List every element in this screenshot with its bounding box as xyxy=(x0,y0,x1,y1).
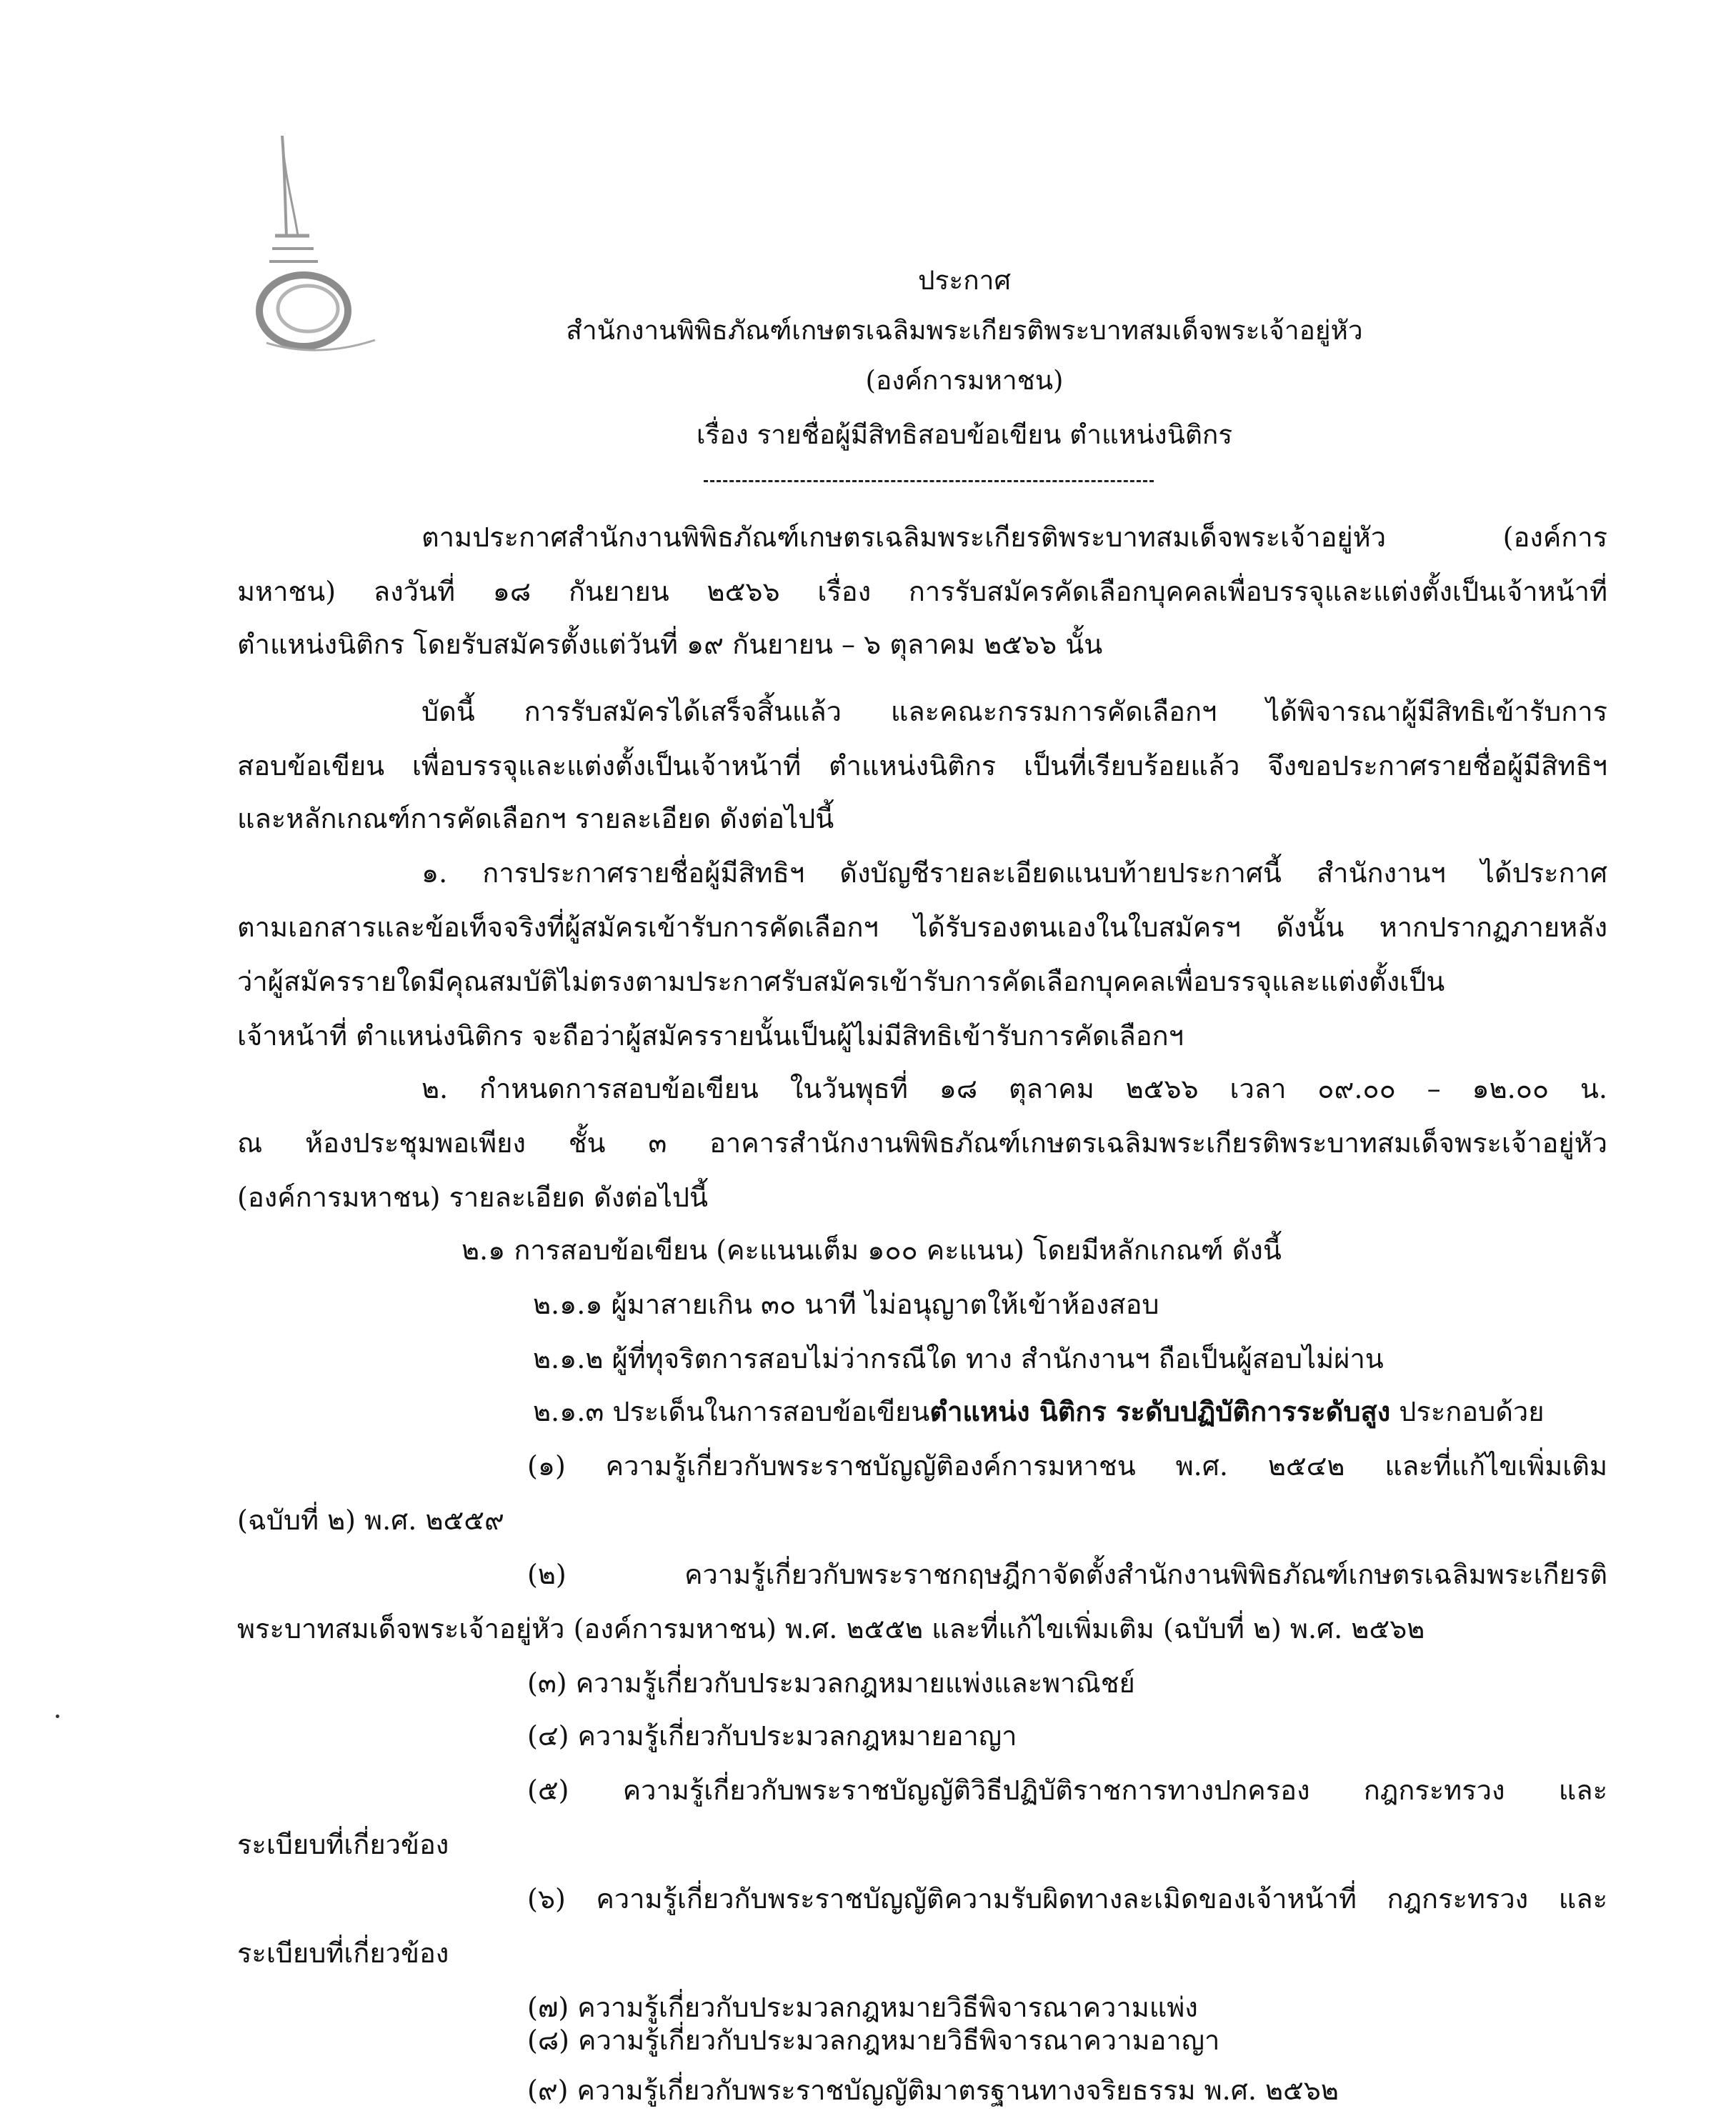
section-2-1-2: ๒.๑.๒ ผู้ที่ทุจริตการสอบไม่ว่ากรณีใด ทาง สำนักงานฯ ถือเป็นผู้สอบไม่ผ่าน xyxy=(533,1343,1384,1374)
section-2-1-1: ๒.๑.๑ ผู้มาสายเกิน ๓๐ นาที ไม่อนุญาตให้เข้าห้องสอบ xyxy=(533,1289,1159,1320)
paragraph-4-line-3: (องค์การมหาชน) รายละเอียด ดังต่อไปนี้ xyxy=(237,1182,708,1213)
topic-5-line-2: ระเบียบที่เกี่ยวข้อง xyxy=(237,1829,449,1860)
paragraph-1-line-2: มหาชน) ลงวันที่ ๑๘ กันยายน ๒๕๖๖ เรื่อง การรับสมัครคัดเลือกบุคคลเพื่อบรรจุและแต่งตั้งเป็นเจ้าหน้าที่ xyxy=(237,576,1607,607)
topic-6-line-2: ระเบียบที่เกี่ยวข้อง xyxy=(237,1937,449,1969)
topic-9: (๙) ความรู้เกี่ยวกับพระราชบัญญัติมาตรฐานทางจริยธรรม พ.ศ. ๒๕๖๒ xyxy=(527,2075,1339,2106)
announcement-subject: เรื่อง รายชื่อผู้มีสิทธิสอบข้อเขียน ตำแหน่งนิติกร xyxy=(696,419,1233,450)
paragraph-1-line-3: ตำแหน่งนิติกร โดยรับสมัครตั้งแต่วันที่ ๑๙ กันยายน – ๖ ตุลาคม ๒๕๖๖ นั้น xyxy=(237,629,1103,660)
topic-2-line-2: พระบาทสมเด็จพระเจ้าอยู่หัว (องค์การมหาชน) พ.ศ. ๒๕๕๒ และที่แก้ไขเพิ่มเติม (ฉบับที่ ๒) พ.ศ. ๒๕๖๒ xyxy=(237,1613,1425,1645)
topic-4: (๔) ความรู้เกี่ยวกับประมวลกฎหมายอาญา xyxy=(527,1720,1017,1752)
paragraph-3-line-3: ว่าผู้สมัครรายใดมีคุณสมบัติไม่ตรงตามประกาศรับสมัครเข้ารับการคัดเลือกบุคคลเพื่อบรรจุและแต่งตั้งเป็น xyxy=(237,966,1445,997)
topic-8: (๘) ความรู้เกี่ยวกับประมวลกฎหมายวิธีพิจารณาความอาญา xyxy=(527,2025,1220,2056)
organization-name: สำนักงานพิพิธภัณฑ์เกษตรเฉลิมพระเกียรติพระบาทสมเด็จพระเจ้าอยู่หัว xyxy=(566,315,1363,346)
paragraph-3-line-4: เจ้าหน้าที่ ตำแหน่งนิติกร จะถือว่าผู้สมัครรายนั้นเป็นผู้ไม่มีสิทธิเข้ารับการคัดเลือกฯ xyxy=(237,1020,1184,1052)
section-2-1-3-suffix: ประกอบด้วย xyxy=(1399,1396,1545,1427)
paragraph-2-line-1: บัดนี้ การรับสมัครได้เสร็จสิ้นแล้ว และคณะกรรมการคัดเลือกฯ ได้พิจารณาผู้มีสิทธิเข้ารับการ xyxy=(421,696,1607,727)
topic-3: (๓) ความรู้เกี่ยวกับประมวลกฎหมายแพ่งและพาณิชย์ xyxy=(527,1667,1135,1699)
topic-2-line-1: (๒) ความรู้เกี่ยวกับพระราชกฤษฎีกาจัดตั้งสำนักงานพิพิธภัณฑ์เกษตรเฉลิมพระเกียรติ xyxy=(527,1559,1607,1590)
topic-7: (๗) ความรู้เกี่ยวกับประมวลกฎหมายวิธีพิจารณาความแพ่ง xyxy=(527,1992,1198,2023)
paragraph-2-line-2: สอบข้อเขียน เพื่อบรรจุและแต่งตั้งเป็นเจ้าหน้าที่ ตำแหน่งนิติกร เป็นที่เรียบร้อยแล้ว จึงขอประกาศรายชื่อผู้มีสิทธิฯ xyxy=(237,750,1607,782)
topic-1-line-1: (๑) ความรู้เกี่ยวกับพระราชบัญญัติองค์การมหาชน พ.ศ. ๒๕๔๒ และที่แก้ไขเพิ่มเติม xyxy=(527,1450,1607,1482)
paragraph-4-line-2: ณ ห้องประชุมพอเพียง ชั้น ๓ อาคารสำนักงานพิพิธภัณฑ์เกษตรเฉลิมพระเกียรติพระบาทสมเด็จพระเจ้าอยู่หัว xyxy=(237,1127,1607,1159)
organization-type: (องค์การมหาชน) xyxy=(865,365,1064,396)
topic-1-line-2: (ฉบับที่ ๒) พ.ศ. ๒๕๕๙ xyxy=(237,1504,504,1536)
section-2-1-3 xyxy=(533,1390,1544,1433)
museum-emblem-logo xyxy=(254,129,396,357)
announcement-title: ประกาศ xyxy=(918,265,1011,296)
topic-6-line-1: (๖) ความรู้เกี่ยวกับพระราชบัญญัติความรับผิดทางละเมิดของเจ้าหน้าที่ กฎกระทรวง และ xyxy=(527,1883,1607,1915)
section-2-1: ๒.๑ การสอบข้อเขียน (คะแนนเต็ม ๑๐๐ คะแนน) โดยมีหลักเกณฑ์ ดังนี้ xyxy=(462,1234,1282,1266)
paragraph-2-line-3: และหลักเกณฑ์การคัดเลือกฯ รายละเอียด ดังต่อไปนี้ xyxy=(237,803,834,834)
paragraph-4-line-1: ๒. กำหนดการสอบข้อเขียน ในวันพุธที่ ๑๘ ตุลาคม ๒๕๖๖ เวลา ๐๙.๐๐ – ๑๒.๐๐ น. xyxy=(421,1073,1607,1104)
title-separator xyxy=(704,480,1154,482)
section-2-1-3-prefix: ๒.๑.๓ ประเด็นในการสอบข้อเขียน xyxy=(533,1396,930,1427)
section-2-1-3-position: ตำแหน่ง นิติกร ระดับปฏิบัติการระดับสูง xyxy=(929,1395,1391,1427)
paragraph-3-line-1: ๑. การประกาศรายชื่อผู้มีสิทธิฯ ดังบัญชีรายละเอียดแนบท้ายประกาศนี้ สำนักงานฯ ได้ประกาศ xyxy=(421,857,1607,889)
paragraph-1-line-1: ตามประกาศสำนักงานพิพิธภัณฑ์เกษตรเฉลิมพระเกียรติพระบาทสมเด็จพระเจ้าอยู่หัว (องค์การ xyxy=(421,521,1607,553)
scan-speck xyxy=(56,1715,59,1718)
topic-5-line-1: (๕) ความรู้เกี่ยวกับพระราชบัญญัติวิธีปฏิบัติราชการทางปกครอง กฎกระทรวง และ xyxy=(527,1775,1607,1806)
paragraph-3-line-2: ตามเอกสารและข้อเท็จจริงที่ผู้สมัครเข้ารับการคัดเลือกฯ ได้รับรองตนเองในใบสมัครฯ ดังนั้น หากปรากฏภายหลัง xyxy=(237,912,1607,943)
